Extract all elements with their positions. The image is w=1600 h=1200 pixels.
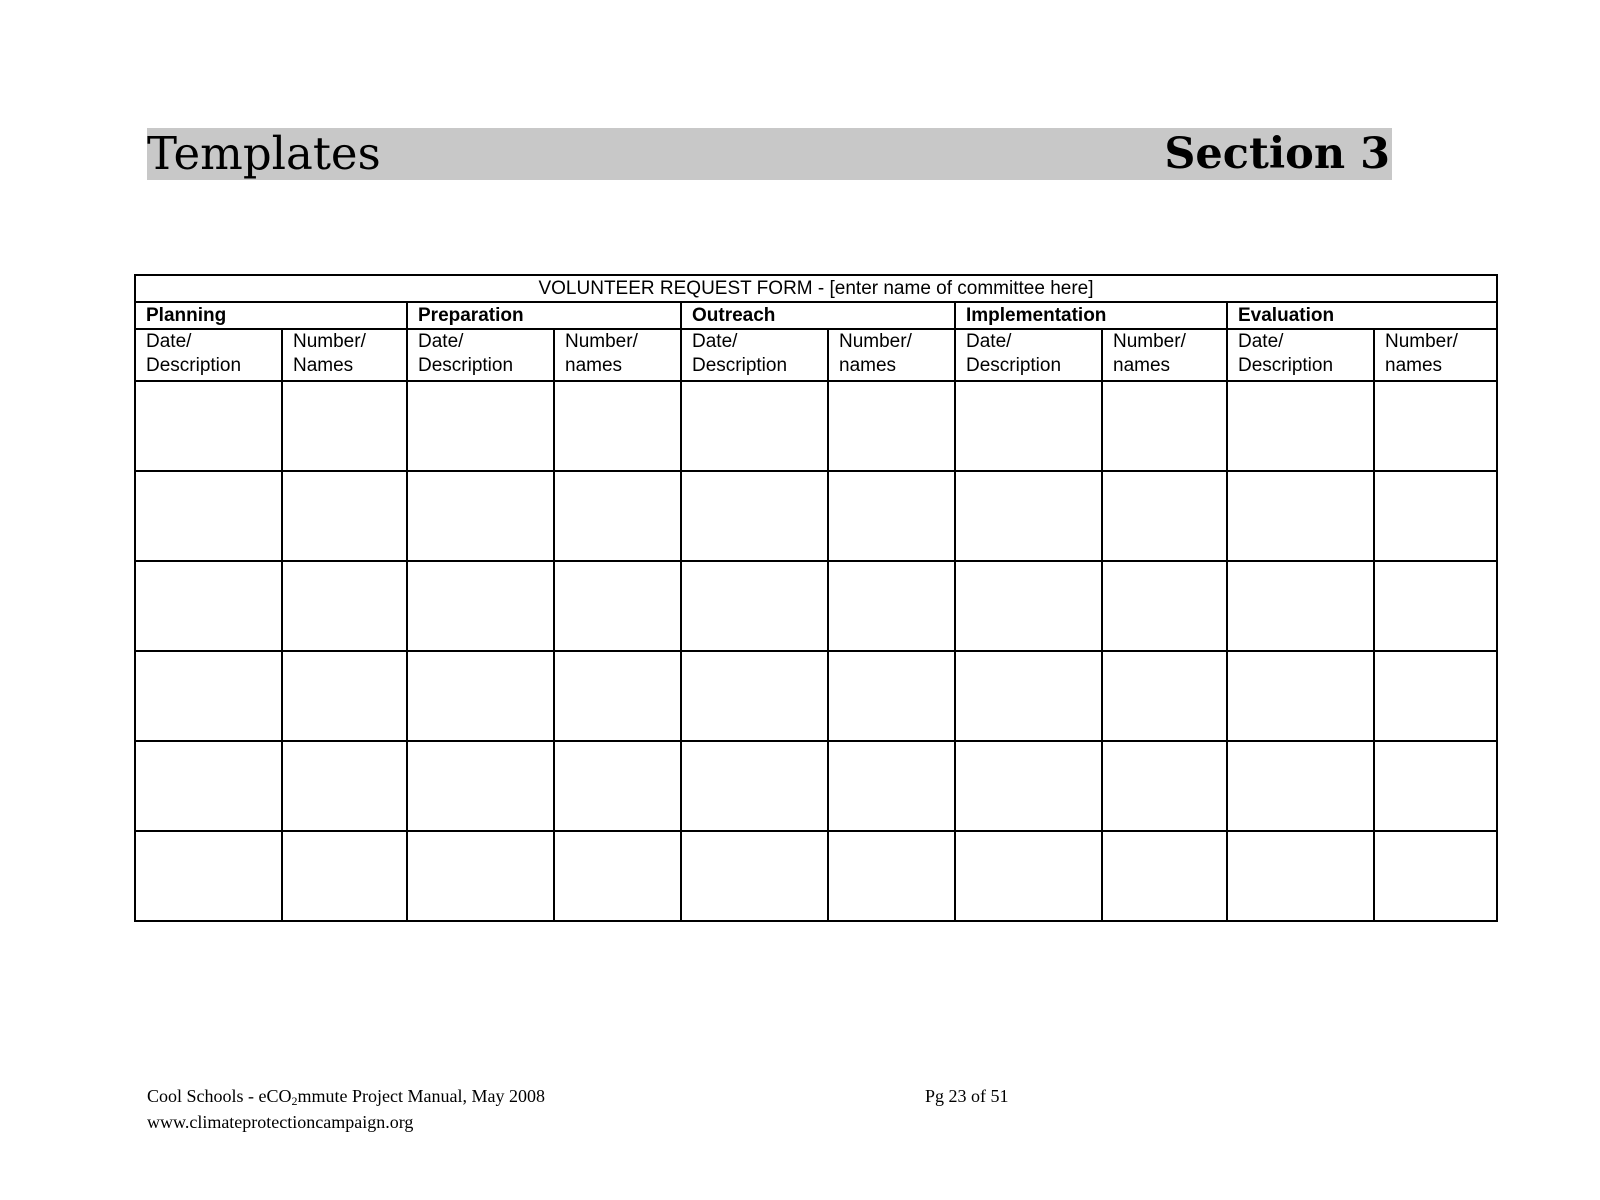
outreach-date-header — [681, 329, 828, 381]
blank-entry-row — [135, 741, 1497, 831]
blank-entry-cell[interactable] — [1102, 831, 1227, 921]
blank-entry-row — [135, 561, 1497, 651]
evaluation-number-header — [1374, 329, 1497, 381]
footer-manual-info — [147, 1086, 545, 1133]
blank-entry-cell[interactable] — [1374, 381, 1497, 471]
phase-header-row — [135, 302, 1497, 329]
blank-entry-cell[interactable] — [1102, 651, 1227, 741]
outreach-number-header — [828, 329, 955, 381]
blank-entry-cell[interactable] — [1227, 471, 1374, 561]
blank-entry-cell[interactable] — [1374, 471, 1497, 561]
header-line: Description — [966, 355, 1062, 376]
blank-entry-row — [135, 471, 1497, 561]
blank-entry-cell[interactable] — [135, 651, 282, 741]
preparation-date-header — [407, 329, 554, 381]
phase-evaluation: Evaluation — [1227, 302, 1497, 329]
blank-entry-cell[interactable] — [135, 471, 282, 561]
planning-date-header — [135, 329, 282, 381]
blank-entry-cell[interactable] — [554, 651, 681, 741]
blank-entry-cell[interactable] — [828, 741, 955, 831]
subheader-row — [135, 329, 1497, 381]
header-line: Date/ — [692, 331, 738, 352]
phase-implementation: Implementation — [955, 302, 1227, 329]
blank-entry-cell[interactable] — [554, 831, 681, 921]
planning-number-header — [282, 329, 407, 381]
blank-entry-cell[interactable] — [828, 651, 955, 741]
header-line: Number/ — [293, 331, 366, 352]
blank-entry-cell[interactable] — [554, 741, 681, 831]
phase-planning: Planning — [135, 302, 407, 329]
blank-entry-cell[interactable] — [554, 471, 681, 561]
blank-entry-cell[interactable] — [681, 561, 828, 651]
blank-entry-cell[interactable] — [681, 831, 828, 921]
blank-entry-cell[interactable] — [1374, 741, 1497, 831]
blank-entry-cell[interactable] — [955, 651, 1102, 741]
header-templates-title: Templates — [147, 127, 381, 180]
blank-entry-cell[interactable] — [407, 471, 554, 561]
blank-entry-cell[interactable] — [1227, 651, 1374, 741]
blank-entry-cell[interactable] — [407, 831, 554, 921]
phase-preparation: Preparation — [407, 302, 681, 329]
header-line: Number/ — [1113, 331, 1186, 352]
blank-entry-cell[interactable] — [1374, 651, 1497, 741]
blank-entry-cell[interactable] — [282, 651, 407, 741]
phase-outreach: Outreach — [681, 302, 955, 329]
header-section-title: Section 3 — [1164, 129, 1390, 179]
blank-entry-cell[interactable] — [955, 471, 1102, 561]
blank-entry-cell[interactable] — [407, 561, 554, 651]
blank-entry-cell[interactable] — [407, 381, 554, 471]
blank-entry-cell[interactable] — [407, 741, 554, 831]
blank-entry-cell[interactable] — [407, 651, 554, 741]
footer-manual-prefix: Cool Schools - eCO — [147, 1086, 292, 1106]
blank-entry-cell[interactable] — [955, 741, 1102, 831]
blank-entry-cell[interactable] — [135, 561, 282, 651]
blank-entry-cell[interactable] — [1102, 381, 1227, 471]
evaluation-date-header — [1227, 329, 1374, 381]
header-line: Description — [1238, 355, 1334, 376]
header-line: Number/ — [565, 331, 638, 352]
header-line: names — [565, 355, 623, 376]
blank-entry-cell[interactable] — [554, 381, 681, 471]
footer-page-number: Pg 23 of 51 — [925, 1086, 1009, 1106]
header-line: Date/ — [1238, 331, 1284, 352]
blank-entry-cell[interactable] — [282, 381, 407, 471]
header-line: Number/ — [839, 331, 912, 352]
blank-entry-cell[interactable] — [828, 471, 955, 561]
header-line: Date/ — [146, 331, 192, 352]
blank-entry-cell[interactable] — [1374, 561, 1497, 651]
header-line: names — [839, 355, 897, 376]
form-title: VOLUNTEER REQUEST FORM - [enter name of committee here] — [135, 275, 1497, 302]
blank-entry-cell[interactable] — [681, 381, 828, 471]
blank-entry-cell[interactable] — [135, 381, 282, 471]
blank-entry-cell[interactable] — [955, 561, 1102, 651]
blank-entry-cell[interactable] — [1102, 561, 1227, 651]
header-line: names — [1385, 355, 1443, 376]
blank-entry-cell[interactable] — [282, 471, 407, 561]
header-line: Date/ — [966, 331, 1012, 352]
blank-entry-cell[interactable] — [282, 561, 407, 651]
volunteer-request-form-table — [134, 274, 1498, 922]
header-line: Names — [293, 355, 354, 376]
form-title-row — [135, 275, 1497, 302]
blank-entry-row — [135, 381, 1497, 471]
section-header-bar — [147, 128, 1392, 180]
blank-entry-cell[interactable] — [828, 561, 955, 651]
blank-entry-cell[interactable] — [681, 471, 828, 561]
blank-entry-cell[interactable] — [828, 831, 955, 921]
header-line: Date/ — [418, 331, 464, 352]
blank-entry-cell[interactable] — [282, 741, 407, 831]
blank-entry-row — [135, 651, 1497, 741]
blank-entry-cell[interactable] — [1102, 741, 1227, 831]
blank-entry-cell[interactable] — [282, 831, 407, 921]
blank-entry-cell[interactable] — [135, 741, 282, 831]
blank-entry-cell[interactable] — [681, 741, 828, 831]
footer-manual-title — [147, 1086, 545, 1112]
footer-manual-subscript: 2 — [291, 1094, 298, 1108]
implementation-date-header — [955, 329, 1102, 381]
blank-entry-cell[interactable] — [681, 651, 828, 741]
footer-manual-suffix: mmute Project Manual, May 2008 — [297, 1086, 545, 1106]
header-line: Description — [146, 355, 242, 376]
blank-entry-cell[interactable] — [554, 561, 681, 651]
footer-url: www.climateprotectioncampaign.org — [147, 1112, 414, 1132]
header-line: Description — [418, 355, 514, 376]
blank-entry-cell[interactable] — [1227, 741, 1374, 831]
blank-entry-cell[interactable] — [955, 831, 1102, 921]
blank-entry-cell[interactable] — [955, 381, 1102, 471]
header-line: names — [1113, 355, 1171, 376]
blank-entry-cell[interactable] — [135, 831, 282, 921]
blank-entry-rows — [135, 381, 1497, 921]
preparation-number-header — [554, 329, 681, 381]
blank-entry-cell[interactable] — [1227, 561, 1374, 651]
implementation-number-header — [1102, 329, 1227, 381]
blank-entry-cell[interactable] — [828, 381, 955, 471]
blank-entry-cell[interactable] — [1227, 381, 1374, 471]
blank-entry-row — [135, 831, 1497, 921]
header-line: Number/ — [1385, 331, 1458, 352]
blank-entry-cell[interactable] — [1374, 831, 1497, 921]
blank-entry-cell[interactable] — [1102, 471, 1227, 561]
header-line: Description — [692, 355, 788, 376]
blank-entry-cell[interactable] — [1227, 831, 1374, 921]
